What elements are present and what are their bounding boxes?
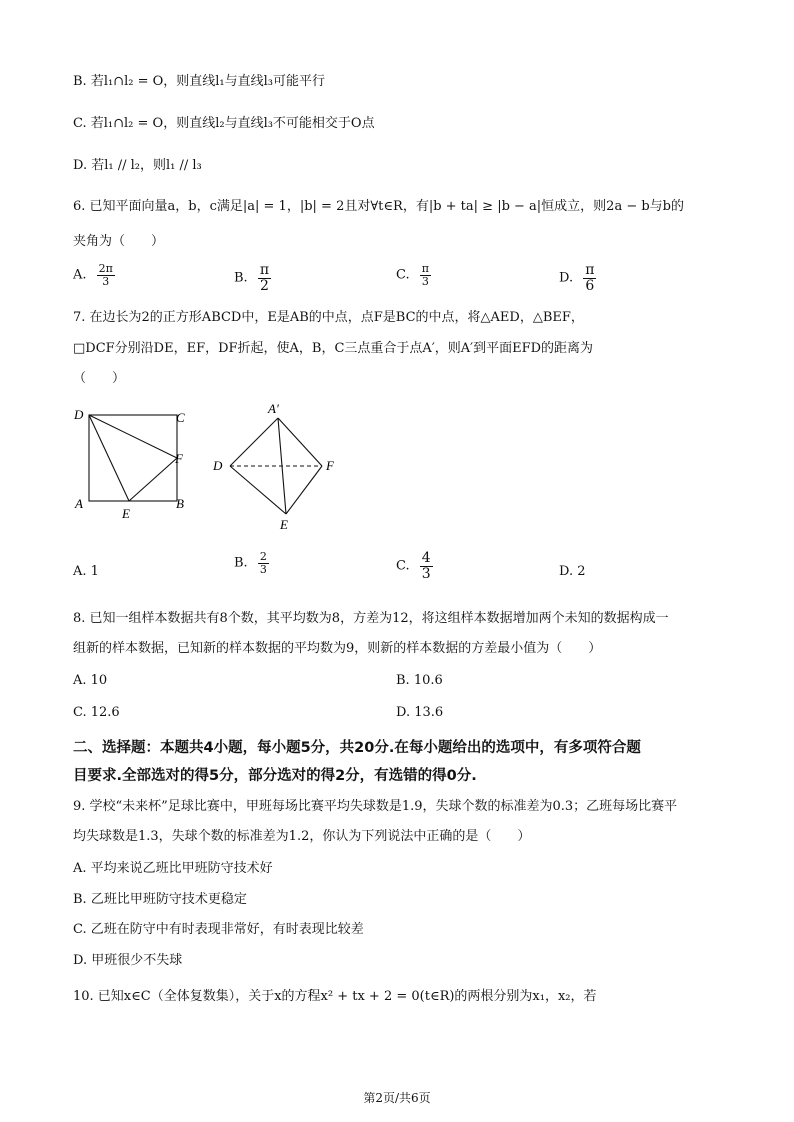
q7-square-figure	[66, 400, 196, 525]
q8-option-a: A. 10	[73, 673, 108, 688]
q5-option-b: B. 若l₁∩l₂ = O，则直线l₁与直线l₃可能平行	[73, 74, 326, 89]
q7-option-c: C. $\frac{4}{3}$	[396, 550, 431, 582]
q7-option-b: B. $\frac{2}{3}$	[234, 550, 267, 576]
section2-heading-line2: 目要求.全部选对的得5分，部分选对的得2分，有选错的得0分.	[73, 768, 477, 784]
q5-option-d: D. 若l₁ // l₂，则l₁ // l₃	[73, 158, 202, 173]
edge-da	[230, 418, 278, 466]
label-f: F	[175, 451, 183, 466]
q9-option-b: B. 乙班比甲班防守技术更稳定	[73, 892, 247, 907]
q9-option-d: D. 甲班很少不失球	[73, 953, 183, 968]
segment-de	[89, 415, 129, 501]
q7-stem-line2: □DCF分别沿DE，EF，DF折起，使A，B，C三点重合于点A′，则A′到平面EFD的距离为	[73, 341, 594, 356]
edge-af	[278, 418, 322, 466]
q8-option-c: C. 12.6	[73, 705, 120, 720]
q7-option-c-fraction: $\frac{4}{3}$	[421, 550, 431, 582]
segment-ef	[129, 458, 177, 501]
label-e2: E	[280, 517, 288, 532]
q7-option-d: D. 2	[559, 564, 586, 579]
q6-option-d-fraction: $\frac{\pi}{6}$	[585, 262, 595, 294]
q6-option-b-fraction: $\frac{\pi}{2}$	[259, 262, 270, 294]
q9-stem-line2: 均失球数是1.3，失球个数的标准差为1.2，你认为下列说法中正确的是（ ）	[73, 829, 531, 844]
edge-fe	[286, 466, 322, 514]
q8-option-d: D. 13.6	[396, 705, 444, 720]
q6-option-d: D. $\frac{\pi}{6}$	[559, 262, 595, 294]
square-abcd	[89, 415, 177, 501]
segment-df	[89, 415, 177, 458]
label-b: B	[176, 496, 184, 511]
q7-option-b-fraction: $\frac{2}{3}$	[259, 550, 267, 576]
q7-tetrahedron-figure	[206, 398, 346, 533]
q8-option-b: B. 10.6	[396, 673, 443, 688]
label-f2: F	[326, 458, 334, 473]
q9-option-c: C. 乙班在防守中有时表现非常好，有时表现比较差	[73, 922, 364, 937]
q6-stem-line1: 6. 已知平面向量a，b，c满足|a| = 1，|b| = 2且对∀t∈R，有|b + ta| ≥ |b − a|恒成立，则2a − b与b的	[73, 199, 685, 214]
label-d2: D	[213, 458, 223, 473]
edge-de	[230, 466, 286, 514]
q5-option-c: C. 若l₁∩l₂ = O，则直线l₂与直线l₃不可能相交于O点	[73, 116, 375, 131]
label-e: E	[122, 506, 130, 521]
q6-option-c: C. $\frac{\pi}{3}$	[396, 262, 429, 288]
q10-stem-line1: 10. 已知x∈C（全体复数集），关于x的方程x² + tx + 2 = 0(t∈R)的两根分别为x₁，x₂，若	[73, 989, 597, 1004]
page-footer: 第2页/共6页	[363, 1091, 431, 1105]
label-a: A	[75, 496, 83, 511]
q7-stem-line1: 7. 在边长为2的正方形ABCD中，E是AB的中点，点F是BC的中点，将△AED，△BEF，	[73, 310, 584, 325]
q6-option-c-fraction: $\frac{\pi}{3}$	[421, 262, 429, 288]
section2-heading-line1: 二、选择题：本题共4小题，每小题5分，共20分.在每小题给出的选项中，有多项符合题	[73, 740, 641, 756]
q9-option-a: A. 平均来说乙班比甲班防守技术好	[73, 861, 273, 876]
label-d: D	[74, 407, 84, 422]
q7-stem-line3: （ ）	[73, 371, 126, 386]
q6-option-a-fraction: $\frac{2\pi}{3}$	[98, 262, 113, 288]
label-a-prime: A′	[268, 401, 279, 416]
q6-stem-line2: 夹角为（ ）	[73, 234, 165, 249]
q8-stem-line2: 组新的样本数据，已知新的样本数据的平均数为9，则新的样本数据的方差最小值为（ ）	[73, 641, 602, 656]
q7-option-a: A. 1	[73, 564, 99, 579]
q6-option-b: B. $\frac{\pi}{2}$	[234, 262, 270, 294]
label-c: C	[176, 410, 185, 425]
q6-option-a: A. $\frac{2\pi}{3}$	[73, 262, 113, 288]
q9-stem-line1: 9. 学校“未来杯”足球比赛中，甲班每场比赛平均失球数是1.9，失球个数的标准差为0.3；乙班每场比赛平	[73, 799, 678, 814]
q8-stem-line1: 8. 已知一组样本数据共有8个数，其平均数为8，方差为12，将这组样本数据增加两个未知的数据构成一	[73, 611, 669, 626]
